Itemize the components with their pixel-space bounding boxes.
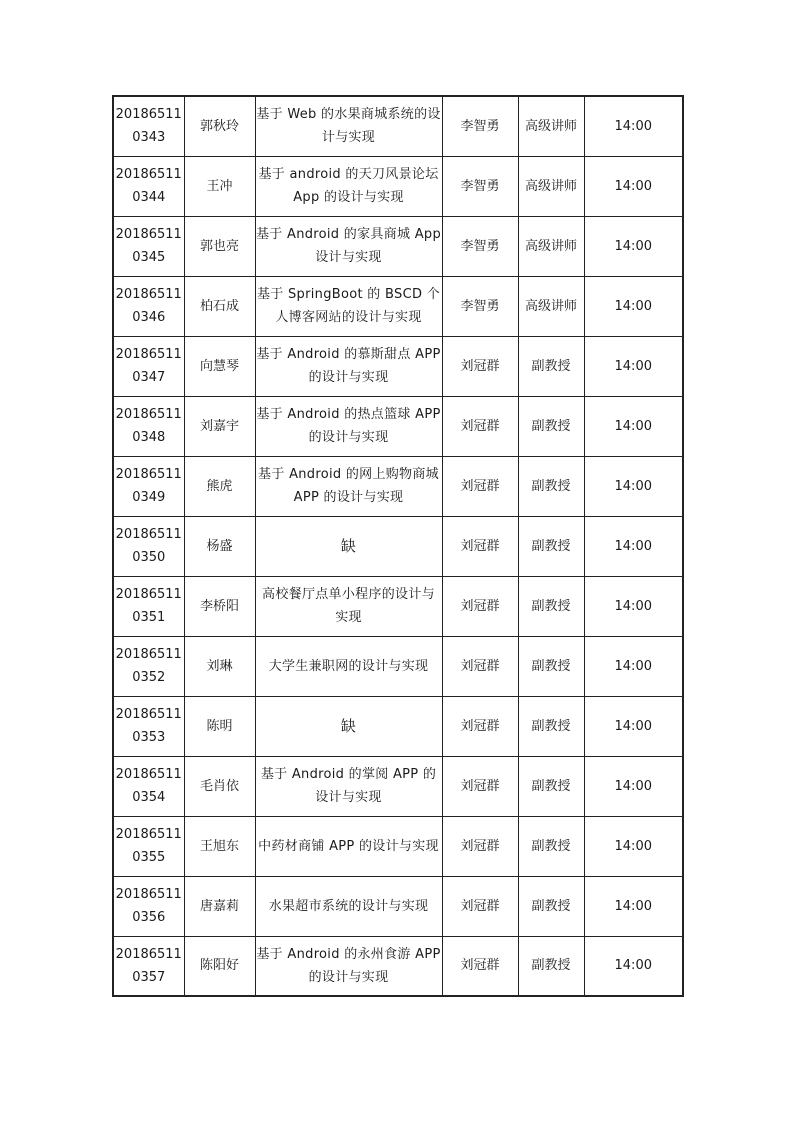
student-name-cell: 陈明 [184,696,255,756]
student-name-cell: 向慧琴 [184,336,255,396]
advisor-cell: 刘冠群 [442,336,518,396]
advisor-cell: 刘冠群 [442,876,518,936]
table-row [113,216,683,276]
thesis-title-cell: 基于 Android 的家具商城 App 设计与实现 [255,216,442,276]
table-row [113,156,683,216]
table-row [113,576,683,636]
student-id-cell: 20186511 0357 [113,936,184,996]
advisor-rank-cell: 高级讲师 [518,96,584,156]
student-name-cell: 刘嘉宇 [184,396,255,456]
time-cell: 14:00 [584,876,683,936]
advisor-rank-cell: 副教授 [518,576,584,636]
student-id-cell: 20186511 0345 [113,216,184,276]
student-name-cell: 唐嘉莉 [184,876,255,936]
time-cell: 14:00 [584,216,683,276]
time-cell: 14:00 [584,636,683,696]
advisor-rank-cell: 副教授 [518,516,584,576]
student-name-cell: 毛肖依 [184,756,255,816]
student-name-cell: 王旭东 [184,816,255,876]
thesis-title-cell: 基于 Web 的水果商城系统的设计与实现 [255,96,442,156]
thesis-title-cell: 基于 android 的天刀风景论坛 App 的设计与实现 [255,156,442,216]
thesis-title-cell: 基于 Android 的热点篮球 APP 的设计与实现 [255,396,442,456]
advisor-rank-cell: 副教授 [518,936,584,996]
student-id-cell: 20186511 0356 [113,876,184,936]
advisor-cell: 李智勇 [442,276,518,336]
advisor-cell: 刘冠群 [442,456,518,516]
advisor-rank-cell: 副教授 [518,636,584,696]
thesis-title-cell: 水果超市系统的设计与实现 [255,876,442,936]
student-id-cell: 20186511 0343 [113,96,184,156]
student-name-cell: 柏石成 [184,276,255,336]
thesis-title-cell: 大学生兼职网的设计与实现 [255,636,442,696]
time-cell: 14:00 [584,456,683,516]
advisor-rank-cell: 副教授 [518,756,584,816]
advisor-rank-cell: 副教授 [518,876,584,936]
time-cell: 14:00 [584,756,683,816]
student-id-cell: 20186511 0351 [113,576,184,636]
table-row [113,696,683,756]
student-name-cell: 刘琳 [184,636,255,696]
table-row [113,936,683,996]
time-cell: 14:00 [584,696,683,756]
advisor-cell: 李智勇 [442,216,518,276]
student-name-cell: 杨盛 [184,516,255,576]
thesis-title-cell: 中药材商铺 APP 的设计与实现 [255,816,442,876]
advisor-cell: 刘冠群 [442,696,518,756]
student-name-cell: 郭秋玲 [184,96,255,156]
thesis-title-cell: 高校餐厅点单小程序的设计与实现 [255,576,442,636]
advisor-rank-cell: 副教授 [518,396,584,456]
table-row [113,456,683,516]
thesis-title-cell: 缺 [255,516,442,576]
student-id-cell: 20186511 0350 [113,516,184,576]
thesis-title-cell: 基于 Android 的永州食游 APP 的设计与实现 [255,936,442,996]
table-row [113,876,683,936]
table-row [113,96,683,156]
time-cell: 14:00 [584,516,683,576]
advisor-rank-cell: 副教授 [518,816,584,876]
advisor-cell: 刘冠群 [442,816,518,876]
advisor-rank-cell: 副教授 [518,456,584,516]
thesis-title-cell: 缺 [255,696,442,756]
student-id-cell: 20186511 0354 [113,756,184,816]
student-name-cell: 王冲 [184,156,255,216]
student-id-cell: 20186511 0352 [113,636,184,696]
student-name-cell: 李桥阳 [184,576,255,636]
student-id-cell: 20186511 0344 [113,156,184,216]
student-name-cell: 郭也亮 [184,216,255,276]
advisor-rank-cell: 高级讲师 [518,276,584,336]
advisor-cell: 刘冠群 [442,636,518,696]
advisor-cell: 李智勇 [442,156,518,216]
advisor-cell: 刘冠群 [442,396,518,456]
student-name-cell: 熊虎 [184,456,255,516]
thesis-title-cell: 基于 SpringBoot 的 BSCD 个人博客网站的设计与实现 [255,276,442,336]
table-row [113,636,683,696]
advisor-cell: 刘冠群 [442,756,518,816]
time-cell: 14:00 [584,936,683,996]
thesis-title-cell: 基于 Android 的慕斯甜点 APP 的设计与实现 [255,336,442,396]
student-id-cell: 20186511 0353 [113,696,184,756]
table-body [113,96,683,996]
advisor-cell: 刘冠群 [442,516,518,576]
student-id-cell: 20186511 0348 [113,396,184,456]
student-id-cell: 20186511 0346 [113,276,184,336]
thesis-title-cell: 基于 Android 的网上购物商城 APP 的设计与实现 [255,456,442,516]
defense-schedule-table [112,95,684,997]
time-cell: 14:00 [584,336,683,396]
advisor-rank-cell: 高级讲师 [518,156,584,216]
student-id-cell: 20186511 0347 [113,336,184,396]
time-cell: 14:00 [584,396,683,456]
time-cell: 14:00 [584,816,683,876]
table-row [113,396,683,456]
table-row [113,516,683,576]
advisor-cell: 刘冠群 [442,576,518,636]
time-cell: 14:00 [584,576,683,636]
student-id-cell: 20186511 0355 [113,816,184,876]
table-row [113,276,683,336]
time-cell: 14:00 [584,276,683,336]
student-name-cell: 陈阳好 [184,936,255,996]
advisor-rank-cell: 高级讲师 [518,216,584,276]
advisor-cell: 刘冠群 [442,936,518,996]
time-cell: 14:00 [584,96,683,156]
thesis-title-cell: 基于 Android 的掌阅 APP 的设计与实现 [255,756,442,816]
table-row [113,816,683,876]
student-id-cell: 20186511 0349 [113,456,184,516]
table-row [113,756,683,816]
time-cell: 14:00 [584,156,683,216]
advisor-cell: 李智勇 [442,96,518,156]
advisor-rank-cell: 副教授 [518,336,584,396]
table-row [113,336,683,396]
advisor-rank-cell: 副教授 [518,696,584,756]
